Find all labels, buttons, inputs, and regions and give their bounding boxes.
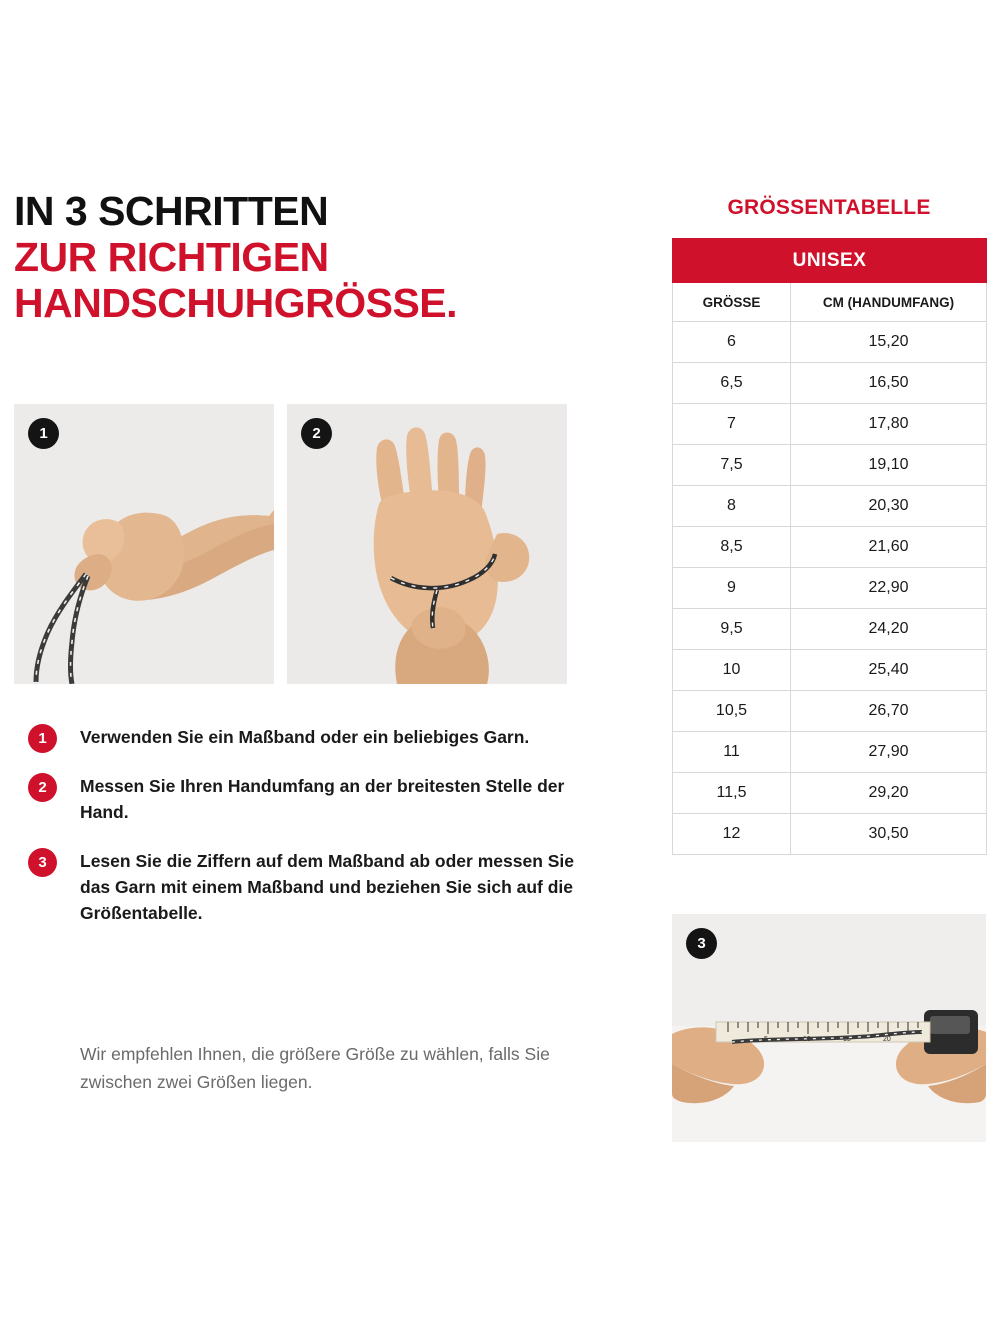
cell-cm: 25,40 (791, 650, 987, 691)
headline-line-1: IN 3 SCHRITTEN (14, 188, 329, 234)
photo-badge-1: 1 (28, 418, 59, 449)
table-row (673, 773, 987, 814)
cell-cm: 19,10 (791, 445, 987, 486)
svg-text:20: 20 (883, 1036, 891, 1043)
tape-measure-string-photo (672, 914, 986, 1142)
cell-size: 9 (673, 568, 791, 609)
cell-cm: 24,20 (791, 609, 987, 650)
cell-cm: 22,90 (791, 568, 987, 609)
cell-size: 10,5 (673, 691, 791, 732)
svg-text:10: 10 (803, 1036, 811, 1043)
step-text-2: Messen Sie Ihren Handumfang an der breitesten Stelle der Hand. (80, 776, 565, 822)
hand-holding-string-photo (14, 404, 274, 684)
cell-cm: 30,50 (791, 814, 987, 855)
cell-cm: 20,30 (791, 486, 987, 527)
headline-line-2: ZUR RICHTIGEN (14, 234, 329, 280)
step-number-3: 3 (28, 848, 57, 877)
hand-measuring-palm-illustration (287, 404, 567, 684)
tape-measure-illustration (672, 914, 986, 1142)
table-row (673, 650, 987, 691)
cell-size: 6,5 (673, 363, 791, 404)
size-table-body (673, 322, 987, 855)
table-col-header-cm: CM (HANDUMFANG) (791, 283, 987, 322)
size-table-title: GRÖSSENTABELLE (727, 196, 931, 219)
cell-cm: 21,60 (791, 527, 987, 568)
steps-list (14, 724, 599, 949)
photo-badge-2: 2 (301, 418, 332, 449)
headline-line-3: HANDSCHUHGRÖSSE. (14, 280, 458, 326)
cell-size: 8,5 (673, 527, 791, 568)
cell-cm: 26,70 (791, 691, 987, 732)
table-row (673, 568, 987, 609)
svg-text:15: 15 (843, 1036, 851, 1043)
table-row (673, 814, 987, 855)
step-text-3: Lesen Sie die Ziffern auf dem Maßband ab oder messen Sie das Garn mit einem Maßband und beziehen Sie sich auf die Größentabelle. (80, 851, 575, 923)
cell-cm: 17,80 (791, 404, 987, 445)
step-item (14, 848, 599, 926)
size-table (672, 238, 987, 855)
recommendation-note: Wir empfehlen Ihnen, die größere Größe zu wählen, falls Sie zwischen zwei Größen liegen. (80, 1044, 550, 1092)
cell-cm: 27,90 (791, 732, 987, 773)
cell-size: 11 (673, 732, 791, 773)
step-item (14, 773, 599, 825)
hand-measuring-palm-photo (287, 404, 567, 684)
table-group-header: UNISEX (673, 239, 987, 283)
table-row (673, 691, 987, 732)
table-row (673, 732, 987, 773)
table-group-header-row (673, 239, 987, 283)
table-row (673, 363, 987, 404)
table-row (673, 445, 987, 486)
cell-size: 7 (673, 404, 791, 445)
cell-cm: 16,50 (791, 363, 987, 404)
svg-text:5: 5 (764, 1036, 768, 1043)
photo-badge-3: 3 (686, 928, 717, 959)
table-row (673, 609, 987, 650)
photo-row (14, 404, 626, 684)
size-table-section (672, 196, 986, 855)
cell-size: 6 (673, 322, 791, 363)
table-column-header-row (673, 283, 987, 322)
hand-holding-string-illustration (14, 404, 274, 684)
page-title (14, 188, 626, 326)
table-col-header-size: GRÖSSE (673, 283, 791, 322)
cell-cm: 29,20 (791, 773, 987, 814)
cell-size: 9,5 (673, 609, 791, 650)
table-row (673, 527, 987, 568)
cell-size: 7,5 (673, 445, 791, 486)
table-row (673, 404, 987, 445)
table-row (673, 322, 987, 363)
left-column (14, 188, 626, 1092)
step-item (14, 724, 599, 750)
step-text-1: Verwenden Sie ein Maßband oder ein beliebiges Garn. (80, 727, 530, 747)
cell-size: 12 (673, 814, 791, 855)
cell-size: 10 (673, 650, 791, 691)
step-number-2: 2 (28, 773, 57, 802)
cell-size: 8 (673, 486, 791, 527)
cell-size: 11,5 (673, 773, 791, 814)
cell-cm: 15,20 (791, 322, 987, 363)
table-row (673, 486, 987, 527)
step-number-1: 1 (28, 724, 57, 753)
